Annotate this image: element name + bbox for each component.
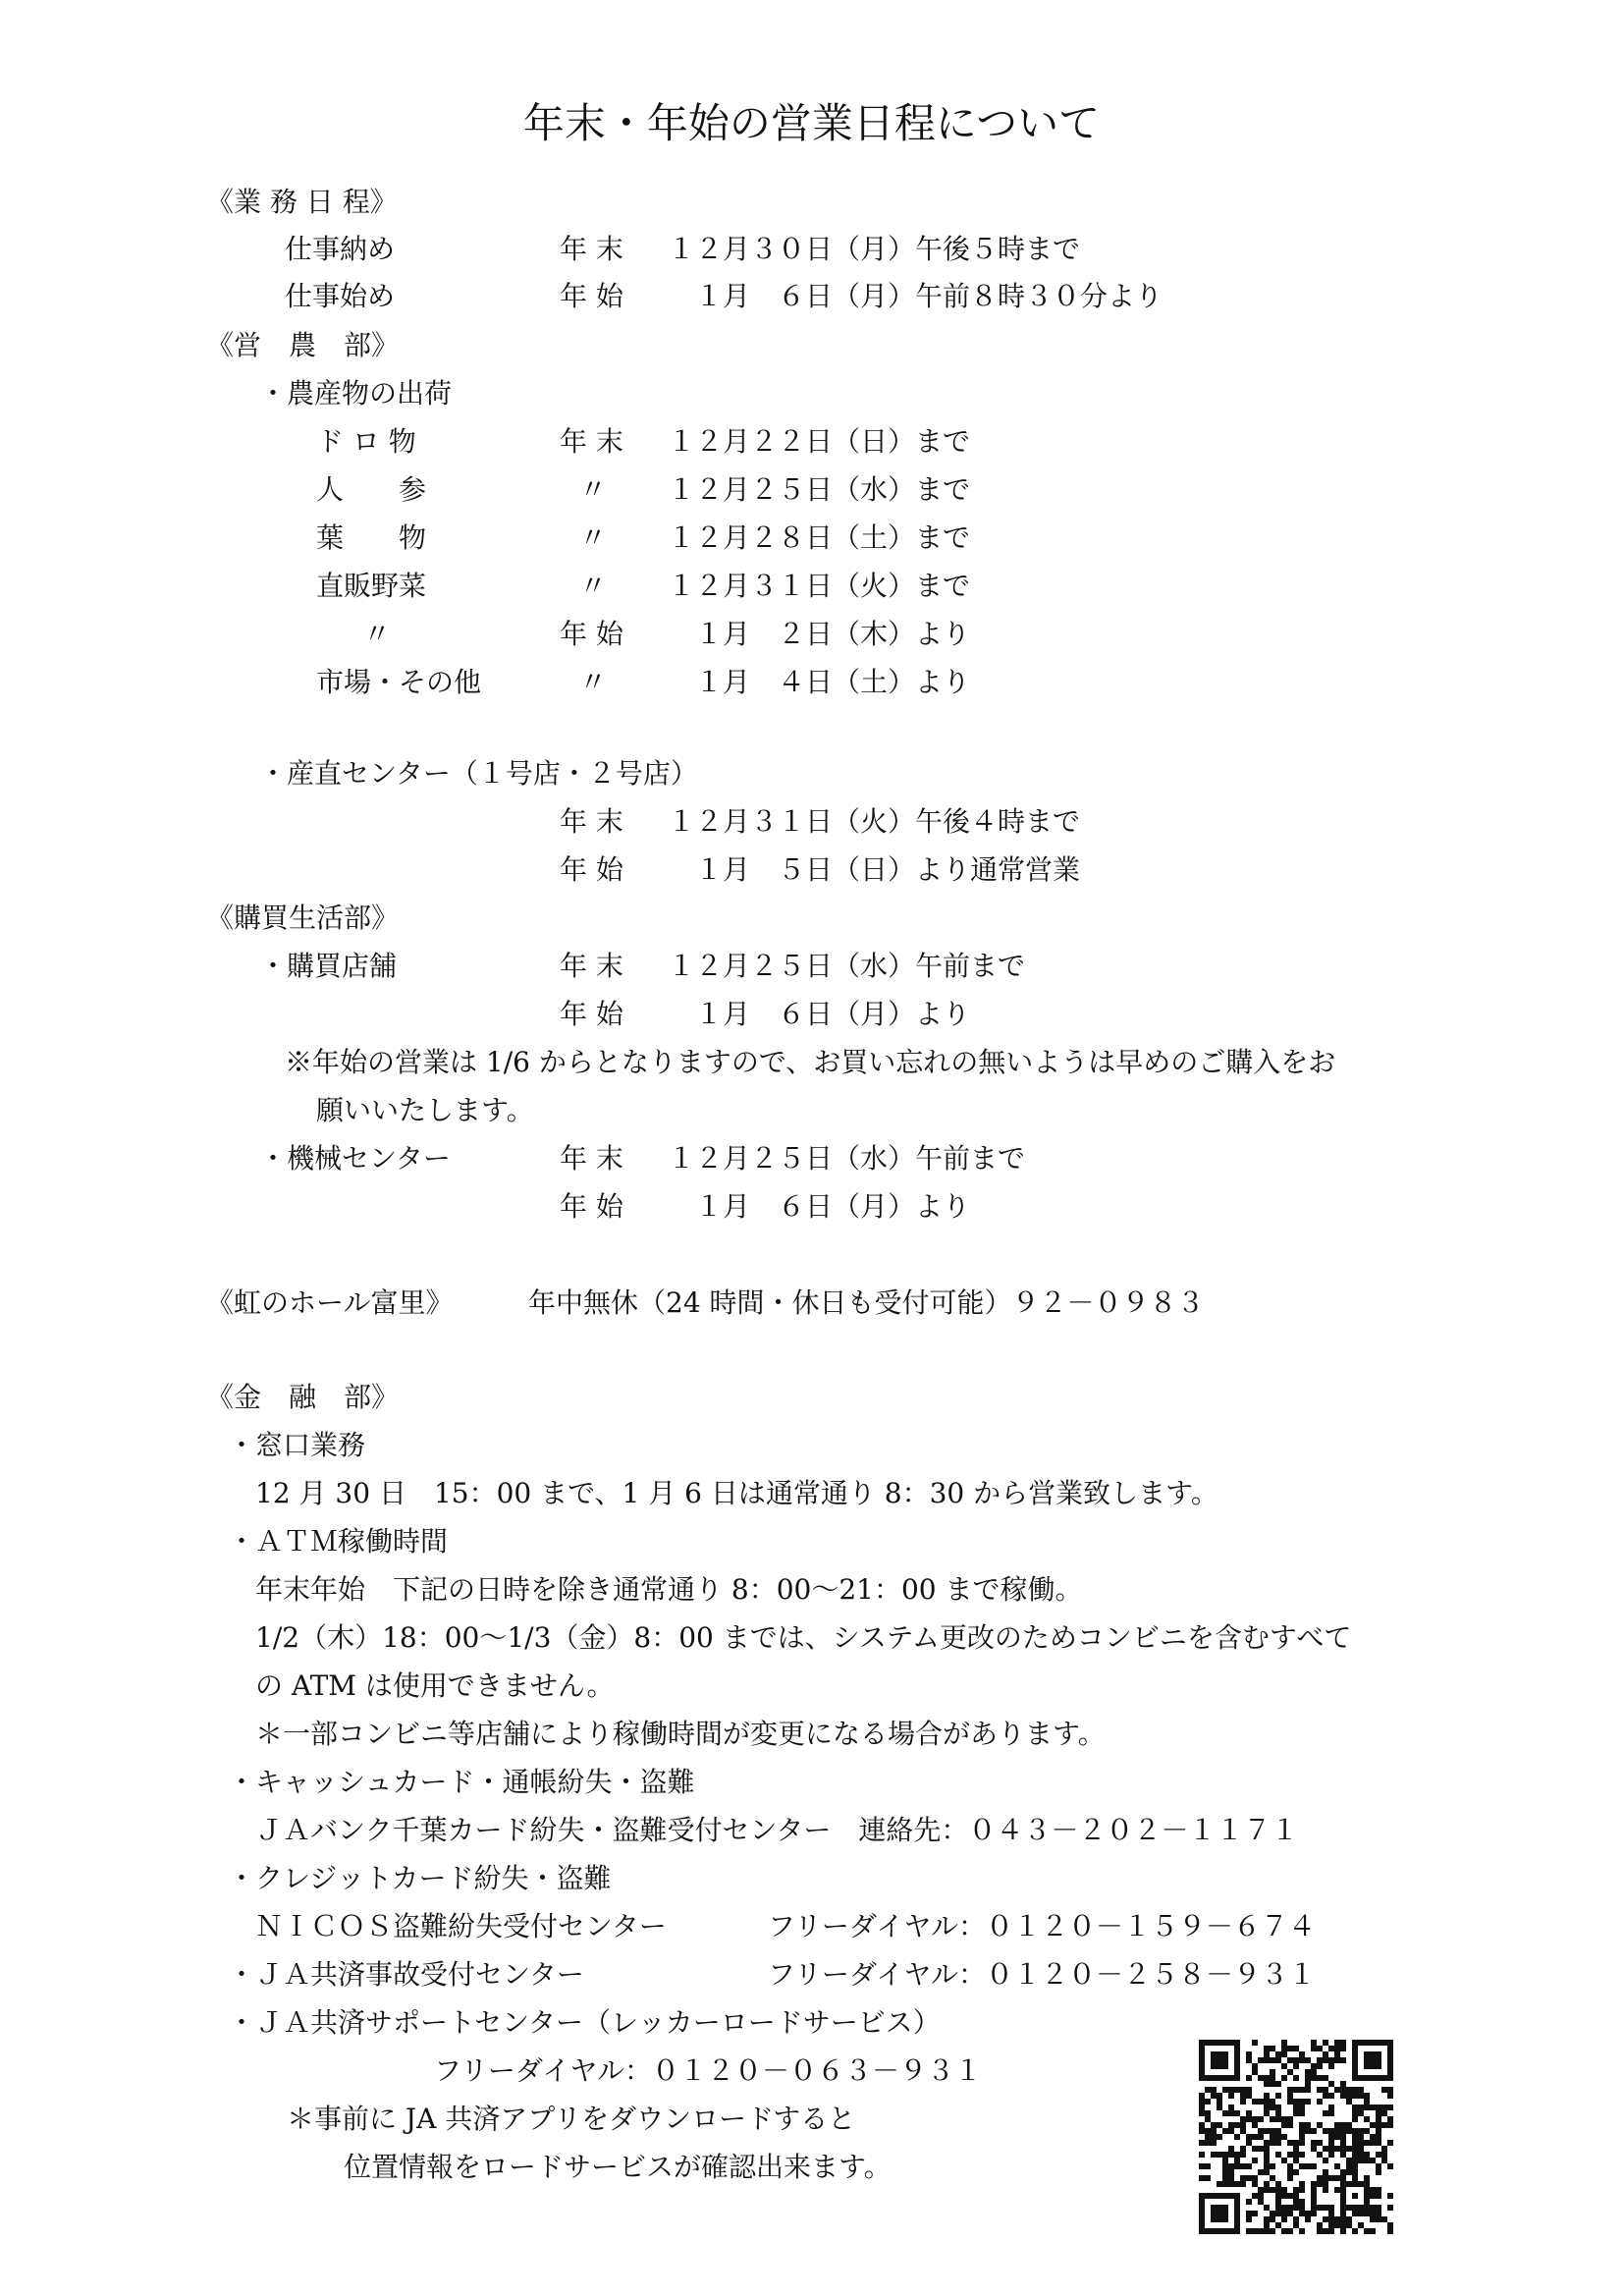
phone-number: フリーダイヤル：０１２０－０６３－９３１	[434, 2054, 983, 2087]
row-period: 年 始	[560, 853, 623, 886]
row-date: １２月２５日（水）まで	[668, 473, 971, 506]
row-date: １月 ６日（月）より	[695, 1190, 971, 1223]
row-date: １月 ６日（月）午前８時３０分より	[695, 280, 1163, 312]
subsection-title: ・ＪＡ共済事故受付センター	[228, 1958, 584, 1991]
row-label: 仕事納め	[285, 233, 396, 265]
note-text: ※年始の営業は 1/6 からとなりますので、お買い忘れの無いようは早めのご購入をお	[285, 1046, 1336, 1078]
note-text: 願いいたします。	[316, 1094, 534, 1126]
row-label: 市場・その他	[316, 666, 482, 698]
subsection-title: ・購買店舗	[259, 950, 398, 982]
subsection-title: ・窓口業務	[228, 1429, 366, 1461]
row-period: 〃	[579, 570, 608, 602]
section-heading-hall: 《虹のホール富里》	[206, 1286, 454, 1319]
row-label: 葉 物	[316, 521, 427, 554]
row-period: 〃	[579, 521, 608, 554]
section-heading-gyomu: 《業 務 日 程》	[206, 186, 398, 218]
body-text: 1/2（木）18：00～1/3（金）8：00 までは、システム更改のためコンビニを含むすべて	[255, 1621, 1352, 1654]
row-label: 〃	[363, 618, 392, 650]
row-period: 年 始	[560, 280, 623, 312]
row-date: １２月２８日（土）まで	[668, 521, 971, 554]
row-period: 年 始	[560, 998, 623, 1030]
phone-number: フリーダイヤル：０１２０－１５９－６７４	[768, 1910, 1317, 1942]
section-heading-kobai: 《購買生活部》	[206, 902, 400, 934]
body-text: ＊一部コンビニ等店舗により稼働時間が変更になる場合があります。	[255, 1718, 1106, 1750]
hall-info: 年中無休（24 時間・休日も受付可能）９２－０９８３	[528, 1286, 1205, 1319]
row-label: 直販野菜	[316, 570, 427, 602]
row-date: １２月２５日（水）午前まで	[668, 950, 1026, 982]
row-date: １月 ５日（日）より通常営業	[695, 853, 1081, 886]
row-period: 年 末	[560, 233, 623, 265]
row-date: １２月２２日（日）まで	[668, 425, 971, 458]
phone-number: フリーダイヤル：０１２０－２５８－９３１	[768, 1958, 1317, 1991]
body-text: ＪＡバンク千葉カード紛失・盗難受付センター 連絡先：０４３－２０２－１１７１	[255, 1814, 1299, 1846]
row-label: 仕事始め	[285, 280, 396, 312]
row-date: １月 ６日（月）より	[695, 998, 971, 1030]
subsection-title: ・機械センター	[259, 1142, 451, 1175]
row-date: １月 ２日（木）より	[695, 618, 971, 650]
section-heading-kinyu: 《金 融 部》	[206, 1381, 400, 1413]
row-date: １２月２５日（水）午前まで	[668, 1142, 1026, 1175]
row-period: 年 末	[560, 805, 623, 838]
body-text: の ATM は使用できません。	[255, 1669, 615, 1702]
row-period: 〃	[579, 666, 608, 698]
row-date: １２月３１日（火）まで	[668, 570, 971, 602]
subsection-title: ・産直センター（１号店・２号店）	[259, 757, 698, 790]
page-title: 年末・年始の営業日程について	[522, 99, 1101, 147]
body-text: 12 月 30 日 15：00 まで、1 月 6 日は通常通り 8：30 から営業致します。	[255, 1477, 1218, 1509]
subsection-title: ・農産物の出荷	[259, 377, 453, 410]
row-date: １２月３０日（月）午後５時まで	[668, 233, 1081, 265]
section-heading-einou: 《営 農 部》	[206, 329, 400, 361]
row-period: 年 始	[560, 1190, 623, 1223]
row-period: 〃	[579, 473, 608, 506]
row-label: 人 参	[316, 473, 427, 506]
row-period: 年 始	[560, 618, 623, 650]
row-period: 年 末	[560, 950, 623, 982]
row-label: ド ロ 物	[316, 425, 416, 458]
row-period: 年 末	[560, 1142, 623, 1175]
note-text: 位置情報をロードサービスが確認出来ます。	[344, 2151, 892, 2183]
body-text: 年末年始 下記の日時を除き通常通り 8：00～21：00 まで稼働。	[255, 1573, 1083, 1606]
subsection-title: ・ＪＡ共済サポートセンター（レッカーロードサービス）	[228, 2006, 941, 2039]
subsection-title: ・クレジットカード紛失・盗難	[228, 1862, 612, 1894]
subsection-title: ・ＡＴＭ稼働時間	[228, 1525, 449, 1558]
row-period: 年 末	[560, 425, 623, 458]
qr-code-icon	[1199, 2040, 1393, 2234]
row-date: １月 ４日（土）より	[695, 666, 971, 698]
body-text: ＮＩＣＯＳ盗難紛失受付センター	[255, 1910, 667, 1942]
row-date: １２月３１日（火）午後４時まで	[668, 805, 1081, 838]
subsection-title: ・キャッシュカード・通帳紛失・盗難	[228, 1766, 695, 1798]
note-text: ＊事前に JA 共済アプリをダウンロードすると	[287, 2103, 856, 2135]
